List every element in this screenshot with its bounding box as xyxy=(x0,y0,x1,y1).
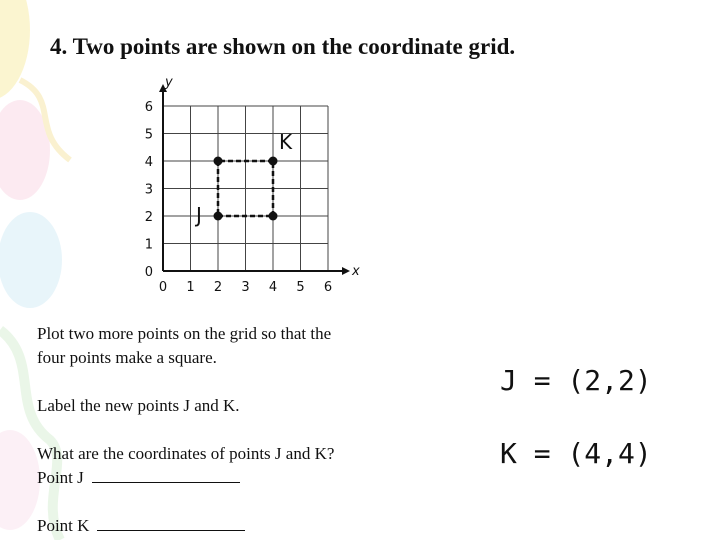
point-label-k: K xyxy=(279,130,293,154)
point-k xyxy=(269,157,278,166)
x-tick-label: 4 xyxy=(268,280,278,295)
point-k-answer-line xyxy=(37,514,245,538)
point-j xyxy=(214,212,223,221)
plot-instruction-line1: Plot two more points on the grid so that the xyxy=(37,324,332,343)
x-tick-label: 6 xyxy=(323,280,333,295)
y-tick-label: 5 xyxy=(144,127,153,143)
axes xyxy=(159,84,350,275)
point-labels xyxy=(194,130,293,227)
coordinates-question: What are the coordinates of points J and K? xyxy=(37,444,335,463)
point-j-blank[interactable] xyxy=(92,468,240,483)
point-k-blank[interactable] xyxy=(97,516,245,531)
x-tick-label: 0 xyxy=(158,280,168,295)
label-instruction: Label the new points J and K. xyxy=(37,396,240,415)
point-k-label: Point K xyxy=(37,516,90,535)
x-tick-label: 5 xyxy=(296,280,305,295)
balloon-decoration xyxy=(0,430,40,530)
point-unlabeled xyxy=(214,157,223,166)
x-axis-arrow xyxy=(342,267,350,275)
coordinate-grid xyxy=(135,72,375,302)
question-title: 4. Two points are shown on the coordinate grid. xyxy=(50,34,516,59)
point-unlabeled xyxy=(269,212,278,221)
y-tick-label: 2 xyxy=(144,210,153,225)
y-tick-label: 3 xyxy=(144,182,153,198)
x-tick-label: 1 xyxy=(186,280,195,295)
balloon-decoration xyxy=(0,212,62,308)
y-tick-label: 6 xyxy=(144,100,153,115)
answer-j: J = (2,2) xyxy=(500,364,652,397)
point-j-label: Point J xyxy=(37,468,84,487)
point-j-answer-line xyxy=(37,466,240,490)
y-tick-label: 4 xyxy=(144,155,153,170)
x-tick-label: 2 xyxy=(213,280,223,295)
x-axis-label: x xyxy=(352,264,360,279)
y-tick-label: 1 xyxy=(144,237,153,253)
grid-lines xyxy=(163,106,328,271)
point-label-j: J xyxy=(196,203,202,227)
plot-instruction-line2: four points make a square. xyxy=(37,348,217,367)
y-axis-label: y xyxy=(165,75,173,90)
y-tick-label: 0 xyxy=(144,265,153,280)
x-tick-label: 3 xyxy=(241,280,250,295)
answer-k: K = (4,4) xyxy=(500,437,652,470)
